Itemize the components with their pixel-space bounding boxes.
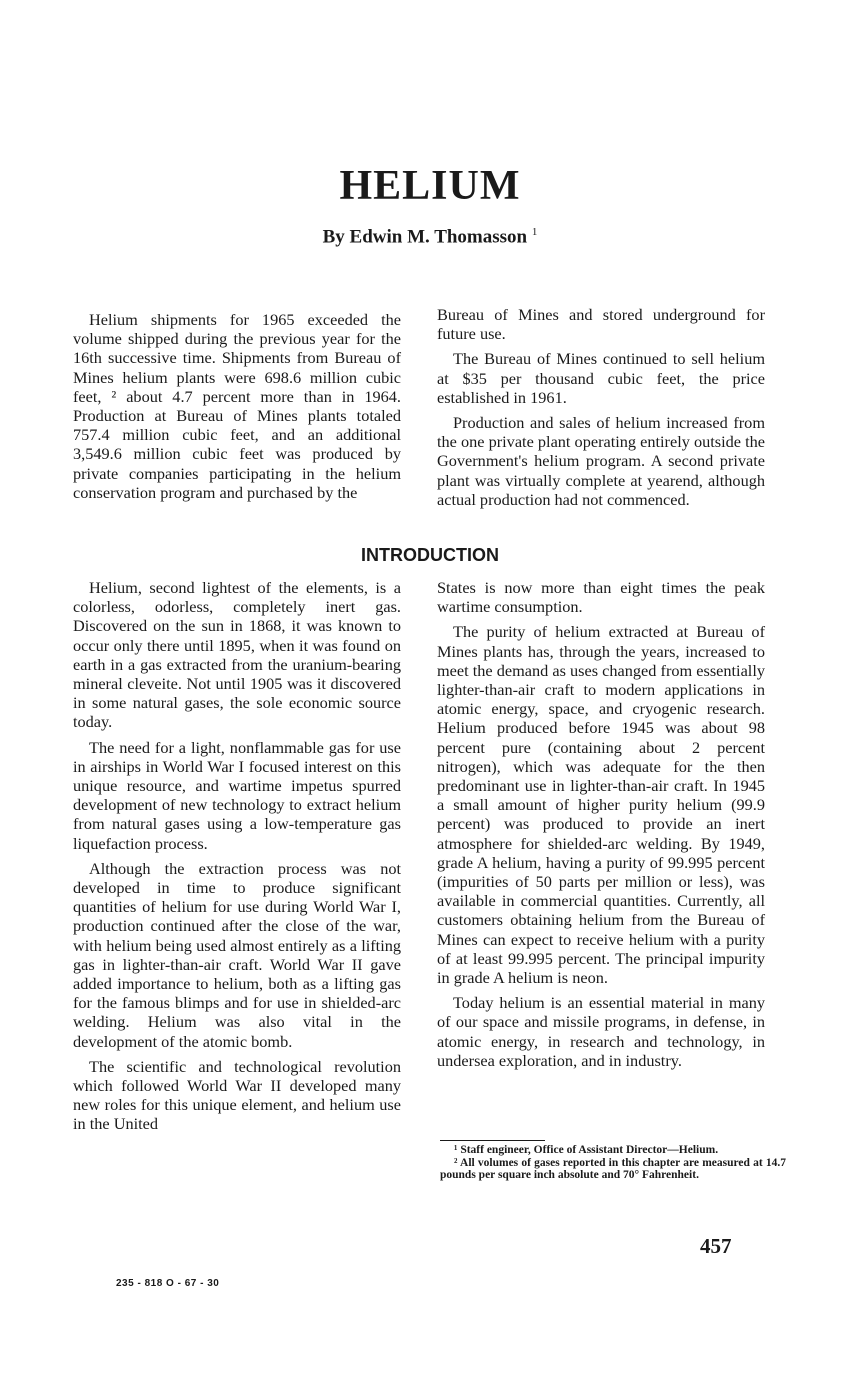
byline [0, 226, 860, 248]
intro-paragraph: The scientific and technological revolution which followed World War II developed many new roles for this unique element, and helium use in the United [73, 1056, 401, 1134]
intro-paragraph: The purity of helium extracted at Bureau of Mines plants has, through the years, increased to meet the demand as uses changed from essentially lighter-than-air craft to modern applications in atomic energy, space, and cryogenic research. Helium produced before 1945 was about 98 percent pure (containing about 2 percent nitrogen), which was adequate for the then predominant use in lighter-than-air craft. In 1945 a small amount of higher purity helium (99.9 percent) was produced to provide an inert atmosphere for shielded-arc welding. By 1949, grade A helium, having a purity of 99.995 percent (impurities of 50 parts per million or less), was available in commercial quantities. Currently, all customers obtaining helium from the Bureau of Mines can expect to receive helium with a purity of at least 99.995 percent. The principal impurity in grade A helium is neon. [437, 622, 765, 988]
summary-paragraph: Helium shipments for 1965 exceeded the volume shipped during the previous year for the 16th successive time. Shipments from Bureau of Mines helium plants were 698.6 million cubic feet, ² about 4.7 percent more than in 1964. Production at Bureau of Mines plants totaled 757.4 million cubic feet, and an additional 3,549.6 million cubic feet was produced by private companies participating in the helium conservation program and purchased by the [73, 310, 401, 502]
section-heading-introduction: INTRODUCTION [361, 545, 499, 565]
summary-paragraph: The Bureau of Mines continued to sell helium at $35 per thousand cubic feet, the price established in 1961. [437, 349, 765, 407]
page-title: HELIUM [339, 163, 521, 209]
intro-continuation: States is now more than eight times the peak wartime consumption. [437, 578, 765, 617]
intro-paragraph: Helium, second lightest of the elements, is a colorless, odorless, completely inert gas. Discovered on the sun in 1868, it was known to occur only there until 1895, when it was found on earth in a gas extracted from the uranium-bearing mineral cleveite. Not until 1905 was it discovered in some natural gases, the sole economic source today. [73, 578, 401, 732]
footnote-1: ¹ Staff engineer, Office of Assistant Director—Helium. [454, 1144, 719, 1156]
page-number: 457 [700, 1234, 732, 1258]
byline-footnote-marker: 1 [531, 226, 538, 238]
author-name: By Edwin M. Thomasson [322, 226, 528, 248]
intro-paragraph: Although the extraction process was not developed in time to produce significant quantities of helium for use during World War I, production continued after the close of the war, with helium being used almost entirely as a lifting gas in lighter-than-air craft. World War II gave added importance to helium, both as a lifting gas for the famous blimps and for use in shielded-arc welding. Helium was also vital in the development of the atomic bomb. [73, 858, 401, 1051]
footnotes [440, 1140, 786, 1182]
footnote-rule [440, 1140, 545, 1141]
summary-right-column [437, 305, 765, 515]
print-code: 235 - 818 O - 67 - 30 [116, 1278, 220, 1289]
intro-paragraph: The need for a light, nonflammable gas for use in airships in World War I focused interest on this unique resource, and wartime impetus spurred development of new technology to extract helium from natural gases using a low-temperature gas liquefaction process. [73, 737, 401, 853]
intro-right-column [437, 578, 765, 1076]
summary-paragraph: Production and sales of helium increased from the one private plant operating entirely outside the Government's helium program. A second private plant was virtually complete at yearend, although actual production had not commenced. [437, 413, 765, 509]
footnote-2: ² All volumes of gases reported in this chapter are measured at 14.7 pounds per square inch absolute and 70° Fahrenheit. [440, 1156, 786, 1181]
summary-left-column [73, 310, 401, 508]
summary-continuation: Bureau of Mines and stored underground for future use. [437, 305, 765, 344]
intro-left-column [73, 578, 401, 1140]
intro-paragraph: Today helium is an essential material in many of our space and missile programs, in defense, in atomic energy, in research and technology, in undersea exploration, and in industry. [437, 993, 765, 1070]
